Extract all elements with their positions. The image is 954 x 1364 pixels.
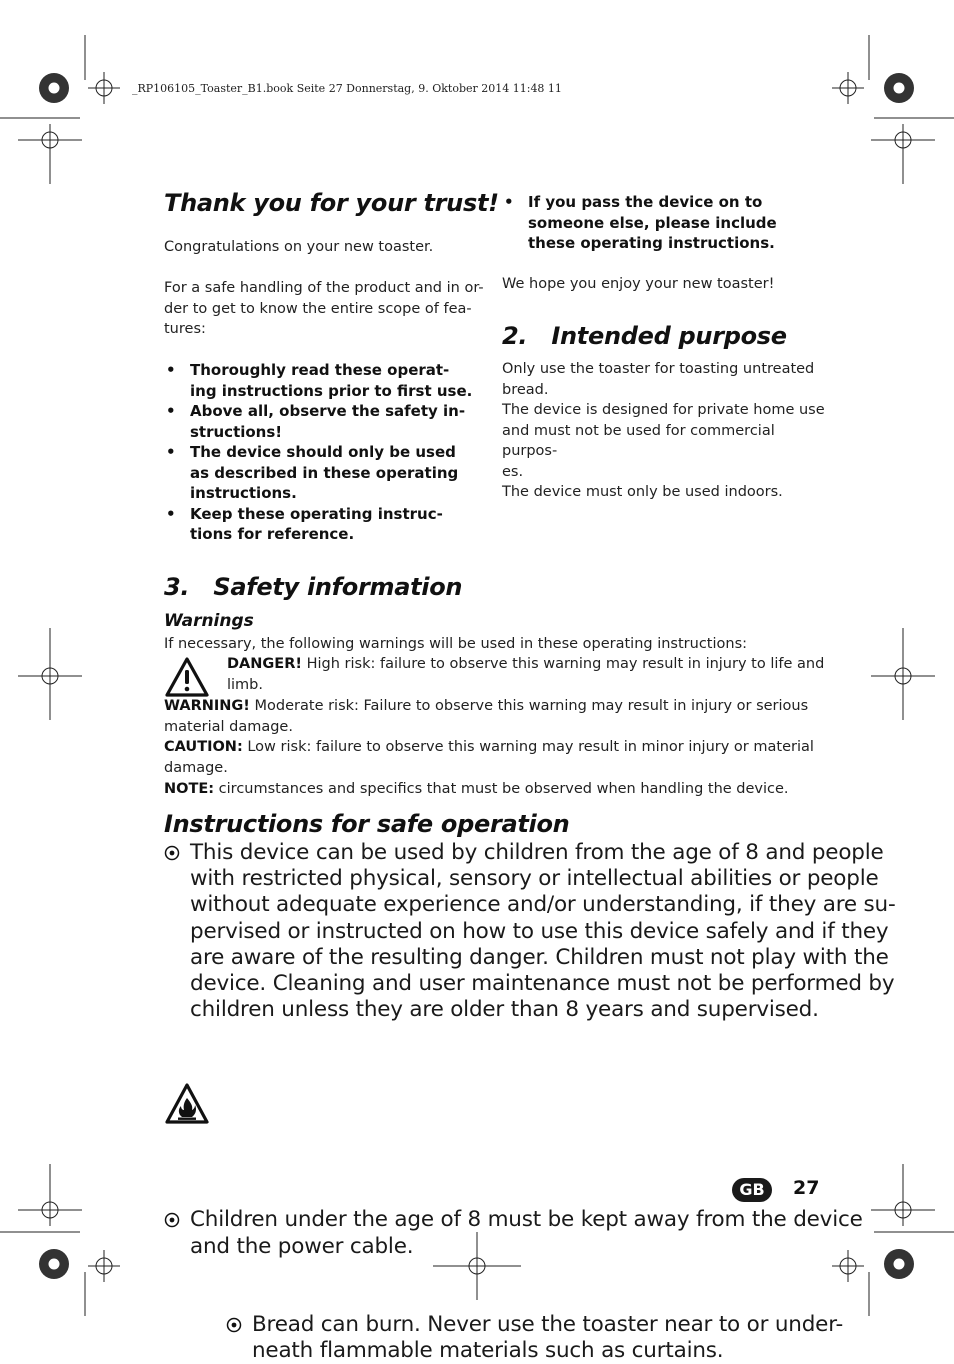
warning-label: WARNING!	[164, 698, 250, 714]
fire-hazard-icon	[164, 1082, 210, 1126]
circle-dot-bullet-icon	[226, 1317, 242, 1333]
danger-label: DANGER!	[227, 656, 302, 672]
circle-dot-bullet-icon	[164, 1212, 180, 1228]
safety-information-title: 3. Safety information	[164, 573, 463, 601]
safe-operation-title: Instructions for safe operation	[164, 810, 570, 838]
intro-bullet-list	[164, 360, 494, 545]
file-header-line: _RP106105_Toaster_B1.book Seite 27 Donnerstag, 9. Oktober 2014 11:48 11	[132, 82, 562, 95]
warning-definitions: WARNING! Moderate risk: Failure to observe this warning may result in injury or serious material damage. CAUTION: Low risk: failure to observe this warning may result in minor injury or material damage. NOTE: circumstances and specifics that must be observed when handling the device.	[164, 698, 814, 797]
page-number: 27	[793, 1177, 820, 1199]
intended-purpose-text: Only use the toaster for toasting untreated bread. The device is designed for private home use and must not be used for commercial purpos- es. The device must only be used indoors.	[502, 361, 825, 500]
note-label: NOTE:	[164, 780, 215, 797]
intro-title: Thank you for your trust!	[164, 189, 499, 217]
warning-triangle-icon	[164, 656, 210, 698]
danger-line-1: DANGER! High risk: failure to observe this warning may result in injury to life and limb.	[227, 656, 825, 693]
safe-operation-item-2: Children under the age of 8 must be kept away from the device and the power cable.	[164, 1207, 860, 1259]
warnings-intro: If necessary, the following warnings will be used in these operating instructions:	[164, 636, 748, 652]
list-item: • Keep these operating instruc- tions for reference.	[164, 504, 494, 545]
handover-bullet	[502, 192, 832, 254]
list-item: • The device should only be used as described in these operating instructions.	[164, 442, 494, 504]
safe-operation-item-3: Bread can burn. Never use the toaster near to or under- neath flammable materials such as curtains.	[226, 1312, 862, 1364]
circle-dot-bullet-icon	[164, 845, 180, 861]
list-item: • If you pass the device on to someone else, please include these operating instructions.	[502, 192, 832, 254]
intended-purpose-title: 2. Intended purpose	[502, 322, 787, 350]
enjoy-text: We hope you enjoy your new toaster!	[502, 276, 775, 292]
country-badge: GB	[732, 1178, 772, 1202]
safe-operation-item-1: This device can be used by children from the age of 8 and people with restricted physical, sensory or intellectual abilities or people without adequate experience and/or understanding, if they are su- pervised or instructed on how to use this device safely and if they are aware of the resulting danger. Children must not play with the device. Cleaning and user maintenance must not be performed by children unless they are older than 8 years and supervised.	[164, 840, 860, 1023]
caution-label: CAUTION:	[164, 739, 243, 756]
warnings-heading: Warnings	[164, 611, 254, 631]
list-item: • Thoroughly read these operat- ing instructions prior to first use.	[164, 360, 494, 401]
list-item: • Above all, observe the safety in- structions!	[164, 401, 494, 442]
intro-congrats: Congratulations on your new toaster.	[164, 239, 434, 255]
intro-lead: For a safe handling of the product and in or- der to get to know the entire scope of fea- tures:	[164, 280, 484, 337]
